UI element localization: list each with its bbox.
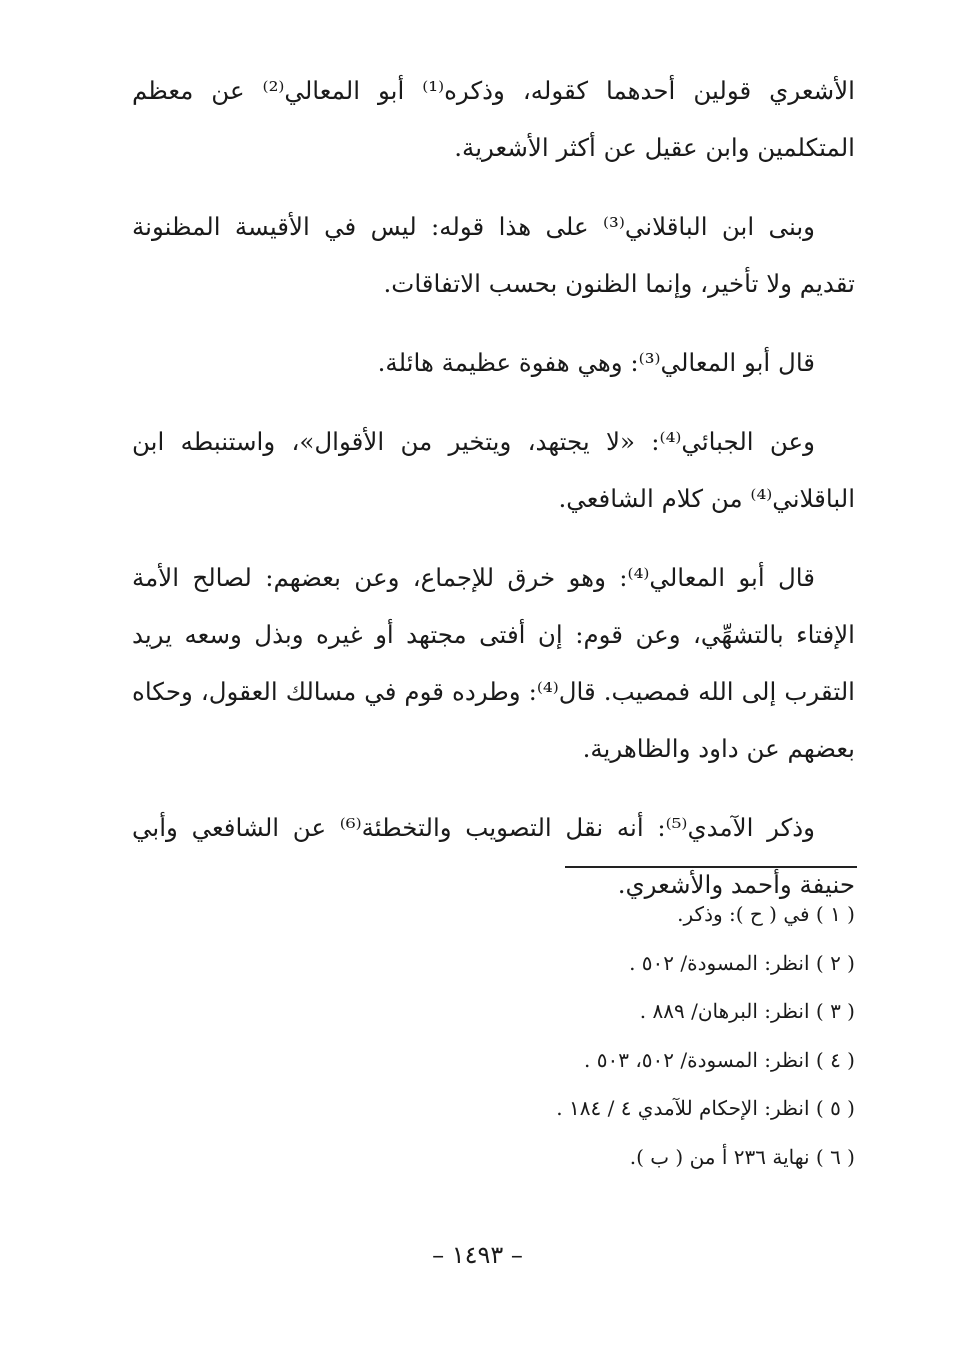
footnotes	[132, 893, 855, 1184]
footnote-separator	[565, 866, 857, 868]
footnote-1: ( ١ ) في ( ح ): وذكر.	[677, 902, 855, 926]
paragraph-3: قال أبو المعالي⁽³⁾: وهي هفوة عظيمة هائلة.	[377, 348, 815, 377]
main-text	[132, 62, 855, 935]
paragraph-6: وذكر الآمدي⁽⁵⁾: أنه نقل التصويب والتخطئة⁽⁶⁾ عن الشافعي وأبي حنيفة وأحمد والأشعري.	[132, 813, 855, 899]
paragraph-1: الأشعري قولين أحدهما كقوله، وذكره⁽¹⁾ أبو المعالي⁽²⁾ عن معظم المتكلمين وابن عقيل عن أكثر الأشعرية.	[132, 76, 855, 162]
footnote-5: ( ٥ ) انظر: الإحكام للآمدي ٤ / ١٨٤ .	[556, 1096, 855, 1120]
paragraph-2: وبنى ابن الباقلاني⁽³⁾ على هذا قوله: ليس في الأقيسة المظنونة تقديم ولا تأخير، وإنما الظنون بحسب الاتفاقات.	[132, 212, 855, 298]
paragraph-5: قال أبو المعالي⁽⁴⁾: وهو خرق للإجماع، وعن بعضهم: لصالح الأمة الإفتاء بالتشهِّي، وعن قوم: إن أفتى مجتهد أو غيره وبذل وسعه يريد التقرب إلى الله فمصيب. قال⁽⁴⁾: وطرده قوم في مسالك العقول، وحكاه بعضهم عن داود والظاهرية.	[132, 563, 855, 763]
footnote-2: ( ٢ ) انظر: المسودة/ ٥٠٢ .	[629, 950, 855, 975]
footnote-6: ( ٦ ) نهاية ٢٣٦ أ من ( ب ).	[629, 1144, 855, 1169]
footnote-3: ( ٣ ) انظر: البرهان/ ٨٨٩ .	[639, 999, 855, 1023]
paragraph-4: وعن الجبائي⁽⁴⁾: «لا يجتهد، ويتخير من الأقوال»، واستنبطه ابن الباقلاني⁽⁴⁾ من كلام الشافعي.	[132, 427, 855, 513]
page-number: – ١٤٩٣ –	[432, 1241, 523, 1269]
footnote-4: ( ٤ ) انظر: المسودة/ ٥٠٢، ٥٠٣ .	[584, 1047, 855, 1072]
